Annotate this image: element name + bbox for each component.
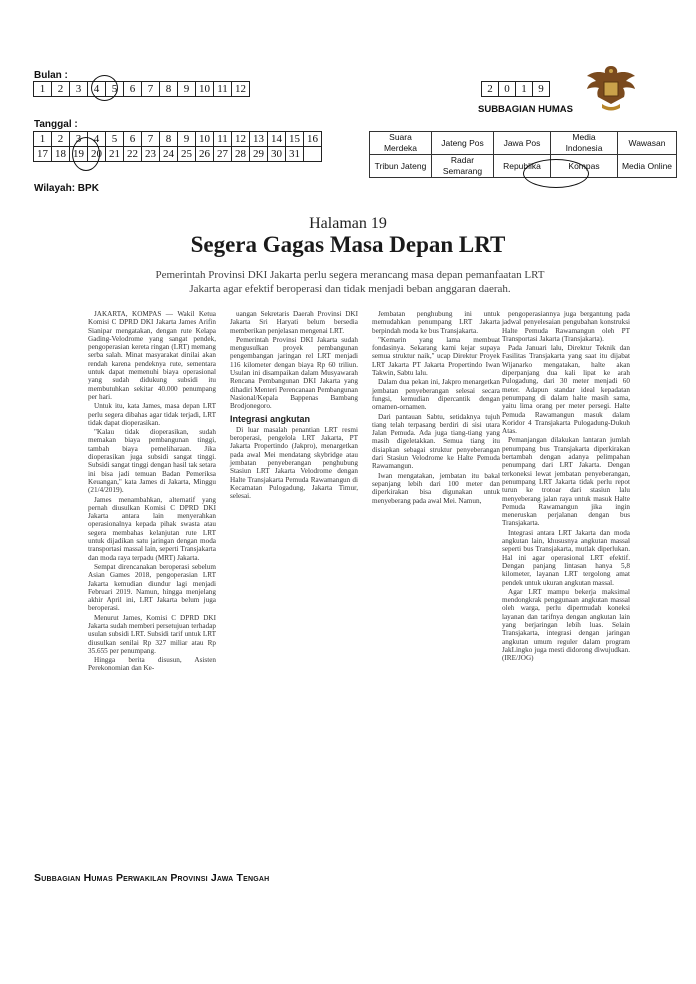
- article-paragraph: Integrasi antara LRT Jakarta dan moda angkutan lain, khususnya angkutan massal seperti bus Transjakarta, mutlak diperlukan. Hal ini agar operasional LRT efektif. Dengan panjang lintasan hanya 5,8 kilometer, layanan LRT tergolong amat pendek untuk ukuran angkutan massal.: [502, 528, 630, 587]
- date-cell: 19: [70, 147, 88, 162]
- year-cell: 1: [516, 82, 533, 97]
- date-cell: 18: [52, 147, 70, 162]
- media-cell: Suara Merdeka: [370, 132, 432, 155]
- date-cell: 11: [214, 132, 232, 147]
- date-cell: 24: [160, 147, 178, 162]
- date-cell: 26: [196, 147, 214, 162]
- article-paragraph: uangan Sekretaris Daerah Provinsi DKI Jakarta Sri Haryati belum bersedia memberikan penjelasan mengenai LRT.: [230, 310, 358, 335]
- date-cell: 2: [52, 132, 70, 147]
- date-cell: 22: [124, 147, 142, 162]
- article-paragraph: Menurut James, Komisi C DPRD DKI Jakarta sudah memberi persetujuan terhadap usulan subsidi LRT. Subsidi tarif untuk LRT diusulkan senilai Rp 327 miliar atau Rp 35.655 per penumpang.: [88, 613, 216, 655]
- date-cell: 3: [70, 132, 88, 147]
- date-cell: 5: [106, 132, 124, 147]
- article-paragraph: "Kalau tidak dioperasikan, sudah memakan biaya pembangunan tinggi, tambah biaya pemeliharaan. Jika dioperasikan juga subsidi sangat tinggi. Subsidi sangat tinggi dengan hasil tak setara ini bisa jadi temuan Badan Pemeriksa Keuangan," kata James di Jakarta, Minggu (21/4/2019).: [88, 428, 216, 495]
- article-paragraph: "Kemarin yang lama membuat fondasinya. Sekarang kami kejar supaya semua struktur naik," ucap Direktur Proyek LRT Jakarta PT Jakarta Propertindo Iwan Takwin, Sabtu lalu.: [372, 335, 500, 378]
- date-cell: 9: [178, 132, 196, 147]
- media-cell: Jawa Pos: [494, 132, 551, 155]
- month-cell: 12: [232, 82, 250, 97]
- date-cell: 23: [142, 147, 160, 162]
- article-paragraph: Jembatan penghubung ini untuk memudahkan penumpang LRT Jakarta berpindah moda ke bus Transjakarta.: [372, 310, 500, 335]
- media-cell: Kompas: [551, 155, 618, 178]
- media-cell: Radar Semarang: [432, 155, 494, 178]
- date-cell: 16: [304, 132, 322, 147]
- date-cell: 29: [250, 147, 268, 162]
- headline: Segera Gagas Masa Depan LRT: [190, 232, 506, 257]
- date-cell: 7: [142, 132, 160, 147]
- article-paragraph: Iwan mengatakan, jembatan itu bakal sepanjang lebih dari 100 meter dan diperkirakan bisa digunakan untuk menyeberang pada awal Mei. Namun,: [372, 471, 500, 505]
- date-cell: 17: [34, 147, 52, 162]
- year-cell: 0: [499, 82, 516, 97]
- media-cell: Media Indonesia: [551, 132, 618, 155]
- month-cell: 6: [124, 82, 142, 97]
- media-circle-mark: [523, 159, 589, 188]
- month-cell: 4: [88, 82, 106, 97]
- month-cell: 9: [178, 82, 196, 97]
- article-paragraph: Sempat direncanakan beroperasi sebelum Asian Games 2018, pengoperasian LRT Jakarta kemudian diundur lagi menjadi Februari 2019. Namun, hingga menjelang akhir April ini, LRT Jakarta belum juga beroperasi.: [88, 562, 216, 613]
- date-cell: 13: [250, 132, 268, 147]
- article-paragraph: Di luar masalah penantian LRT resmi beroperasi, pengelola LRT Jakarta, PT Jakarta Propertindo (Jakpro), menargetkan pada awal Mei mendatang skybridge atau jembatan penyeberangan penghubung Stasiun LRT Jakarta Velodrome dengan Halte Transjakarta Pemuda Rawamangun di Kecamatan Pulogadung, Jakarta Timur, selesai.: [230, 425, 358, 501]
- article-column-4: [502, 310, 630, 663]
- media-cell: Jateng Pos: [432, 132, 494, 155]
- date-cell: 14: [268, 132, 286, 147]
- month-cell: 1: [34, 82, 52, 97]
- bulan-label: Bulan :: [34, 70, 68, 81]
- month-cell: 10: [196, 82, 214, 97]
- article-paragraph: Pemerintah Provinsi DKI Jakarta sudah mengusulkan proyek pembangunan pengembangan jaringan rel LRT menjadi 116 kilometer dengan biaya Rp 60 triliun. Usulan ini disampaikan dalam Musyawarah Rencana Pembangunan DKI Jakarta yang dihadiri Menteri Perencanaan Pembangunan Nasional/Kepala Bappenas Bambang Brodjonegoro.: [230, 335, 358, 411]
- article-paragraph: Pada Januari lalu, Direktur Teknik dan Fasilitas Transjakarta yang saat itu dijabat Wijanarko mengatakan, halte akan diperpanjang dua kali lipat ke arah Pulogadung, dari 30 meter menjadi 60 meter. Adapun standar ideal kepadatan penumpang di dalam halte masih sama, yaitu lima orang per meter persegi. Halte Pemuda Rawamangun masuk dalam Koridor 4 Transjakarta Pulogadung-Dukuh Atas.: [502, 344, 630, 436]
- article-paragraph: Pemanjangan dilakukan lantaran jumlah penumpang bus Transjakarta diperkirakan bertambah dengan adanya pelimpahan penumpang dari LRT Jakarta. Dengan terkoneksi lewat jembatan penyeberangan, penumpang LRT Jakarta tidak perlu repot turun ke trotoar dari stasiun lalu menyeberang jalan raya untuk masuk Halte Pemuda Rawamangun jika ingin meneruskan perjalanan dengan bus Transjakarta.: [502, 436, 630, 528]
- article-paragraph: JAKARTA, KOMPAS — Wakil Ketua Komisi C DPRD DKI Jakarta James Arifin Sianipar mengatakan, dengan rute Kelapa Gading-Velodrome yang sangat pendek, pengoperasian kereta ringan (LRT) memang serba salah. Minat masyarakat dinilai akan rendah karena pendeknya rute, sementara untuk dapat memenuhi biaya operasional yang sudah didukung subsidi itu membutuhkan sekitar 40.000 penumpang per hari.: [88, 310, 216, 401]
- month-cell: 7: [142, 82, 160, 97]
- month-cell: 11: [214, 82, 232, 97]
- media-cell: Wawasan: [618, 132, 677, 155]
- year-cell: 9: [533, 82, 550, 97]
- month-circle-mark: [91, 75, 118, 101]
- media-cell: Tribun Jateng: [370, 155, 432, 178]
- subheading-integrasi: Integrasi angkutan: [230, 413, 311, 424]
- article-column-2: [230, 310, 358, 502]
- garuda-emblem-icon: [582, 60, 640, 116]
- article-column-1: [88, 310, 216, 674]
- date-cell: 25: [178, 147, 196, 162]
- date-cell: 1: [34, 132, 52, 147]
- date-cell: 4: [88, 132, 106, 147]
- article-paragraph: Hingga berita disusun, Asisten Perekonomian dan Ke-: [88, 656, 216, 673]
- month-cell: 3: [70, 82, 88, 97]
- date-cell: 15: [286, 132, 304, 147]
- date-cell: 27: [214, 147, 232, 162]
- lead-paragraph: Pemerintah Provinsi DKI Jakarta perlu segera merancang masa depan pemanfaatan LRT Jakarta agar efektif beroperasi dan tidak menjadi beban anggaran daerah.: [155, 269, 545, 295]
- year-cell: 2: [482, 82, 499, 97]
- date-circle-mark: [72, 137, 100, 171]
- date-cell: 21: [106, 147, 124, 162]
- tanggal-label: Tanggal :: [34, 119, 78, 130]
- article-paragraph: Agar LRT mampu bekerja maksimal mendongkrak penggunaan angkutan massal oleh warga, perlu dipermudah koneksi layanan dan tarifnya dengan angkutan lain yang berjaringan lebih luas. Selain Transjakarta, integrasi dengan jaringan angkutan umum reguler dalam program JakLingko juga mesti didorong diwujudkan. (IRE/JOG): [502, 587, 630, 663]
- month-grid: [33, 81, 250, 97]
- date-cell: [304, 147, 322, 162]
- month-cell: 8: [160, 82, 178, 97]
- article-paragraph: James menambahkan, alternatif yang pernah diusulkan Komisi C DPRD DKI Jakarta antara lain menyerahkan operasionalnya kepada pihak swasta atau segera membahas kelanjutan rute LRT untuk dijadikan satu jaringan dengan moda transportasi massal lain, seperti Transjakarta dan moda raya terpadu (MRT) Jakarta.: [88, 495, 216, 562]
- article-paragraph: pengoperasiannya juga bergantung pada jadwal penyelesaian pengubahan konstruksi Halte Pemuda Rawamangun oleh PT Transportasi Jakarta (Transjakarta).: [502, 310, 630, 343]
- wilayah-label: Wilayah: BPK: [34, 183, 99, 194]
- article-paragraph: Dari pantauan Sabtu, setidaknya tujuh tiang telah terpasang berdiri di sisi utara Jalan Pemuda. Ada juga tiang-tiang yang masih digeletakkan. Semua tiang itu disiapkan sebagai struktur penyeberangan dari Stasiun Velodrome ke Halte Pemuda Rawamangun.: [372, 412, 500, 471]
- date-cell: 31: [286, 147, 304, 162]
- page-number: Halaman 19: [309, 215, 387, 232]
- year-boxes: [481, 81, 550, 97]
- article-column-3: [372, 310, 500, 506]
- footer-label: Subbagian Humas Perwakilan Provinsi Jawa Tengah: [34, 872, 270, 884]
- month-cell: 5: [106, 82, 124, 97]
- media-cell: Republika: [494, 155, 551, 178]
- date-cell: 6: [124, 132, 142, 147]
- article-paragraph: Untuk itu, kata James, masa depan LRT perlu segera dibahas agar tidak terjadi, LRT tidak dapat dioperasikan.: [88, 402, 216, 427]
- date-cell: 20: [88, 147, 106, 162]
- date-cell: 8: [160, 132, 178, 147]
- date-cell: 28: [232, 147, 250, 162]
- date-cell: 12: [232, 132, 250, 147]
- date-cell: 10: [196, 132, 214, 147]
- month-cell: 2: [52, 82, 70, 97]
- subbagian-label: SUBBAGIAN HUMAS: [478, 104, 573, 115]
- article-paragraph: Dalam dua pekan ini, Jakpro menargetkan jembatan penyeberangan selesai secara fungsi, kemudian dipercantik dengan ornamen-ornamen.: [372, 378, 500, 412]
- media-cell: Media Online: [618, 155, 677, 178]
- date-cell: 30: [268, 147, 286, 162]
